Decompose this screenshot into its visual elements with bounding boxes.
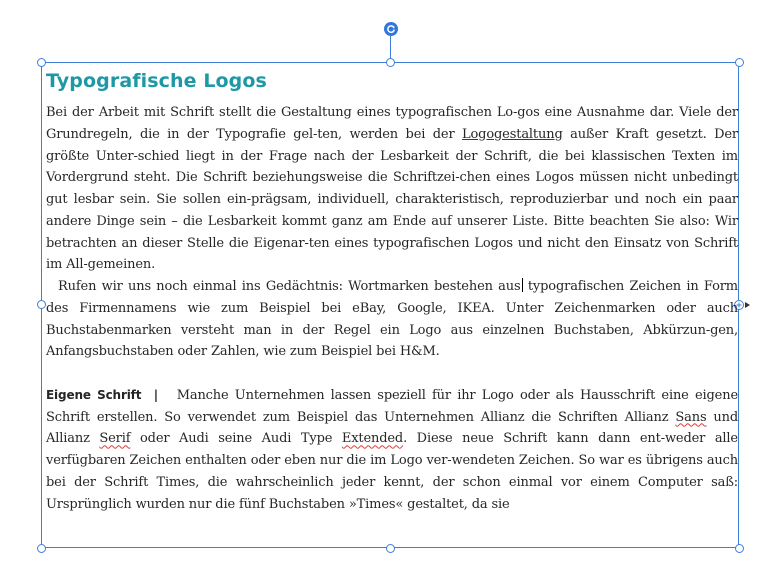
spellcheck-word-extended[interactable]: Extended	[341, 431, 404, 447]
resize-handle-middle-left[interactable]	[37, 300, 46, 309]
paragraph-1	[46, 102, 738, 276]
paragraph-spacer	[46, 363, 738, 385]
spellcheck-word-sans[interactable]: Sans	[675, 409, 707, 425]
rotate-handle-icon[interactable]	[384, 22, 398, 36]
paragraph-3-text-d: . Diese neue Schrift kann dann ent-weder alle verfügbaren Zeichen enthalten oder eben nur die im Logo ver-wendeten Zeichen. So war es übrigens auch bei der Schrift Times, die wahrscheinlich jeder kennt, der schon einmal vor einem Computer saß: Ursprünglich wurden nur die fünf Buchstaben »Times« gestaltet, da sie	[46, 431, 738, 512]
paragraph-3-text-a: Manche Unternehmen lassen speziell für ihr Logo oder als Hausschrift eine eigene Schrift erstellen. So verwendet zum Beispiel das Unternehmen Allianz die Schriften Allianz	[46, 387, 738, 425]
paragraph-3-text-b: und Allianz	[46, 409, 738, 447]
resize-handle-bottom-left[interactable]	[37, 544, 46, 553]
runin-heading: Eigene Schrift	[46, 387, 142, 402]
paragraph-2-text-a: Rufen wir uns noch einmal ins Gedächtnis: Wortmarken bestehen aus	[58, 279, 521, 294]
link-logogestaltung[interactable]: Logogestaltung	[462, 126, 563, 142]
paragraph-3	[46, 385, 738, 516]
resize-handle-bottom-right[interactable]	[735, 544, 744, 553]
paragraph-2	[46, 276, 738, 363]
resize-handle-bottom-center[interactable]	[386, 544, 395, 553]
runin-separator: |	[153, 387, 159, 402]
resize-handle-top-left[interactable]	[37, 58, 46, 67]
paragraph-2-text-b: typografischen Zeichen in Form des Firmennamens wie zum Beispiel bei eBay, Google, IKEA. Unter Zeichenmarken oder auch Buchstabenmarken versteht man in der Regel ein Logo aus einzelnen Buchstaben, Abkürzun-gen, Anfangsbuchstaben oder Zahlen, wie zum Beispiel bei H&M.	[46, 279, 738, 360]
paragraph-3-text-c: oder Audi seine Audi Type	[130, 431, 342, 447]
text-story[interactable]	[46, 66, 738, 515]
paragraph-1-text-b: außer Kraft gesetzt. Der größte Unter-schied liegt in der Frage nach der Lesbarkeit der Schrift, die bei klassischen Texten im Vordergrund steht. Die Schrift beziehungsweise die Schriftzei-chen eines Logos müssen nicht unbedingt gut lesbar sein. Sie sollen ein-prägsam, individuell, charakteristisch, reproduzierbar und noch ein paar andere Dinge sein – die Lesbarkeit kommt ganz am Ende auf unserer Liste. Bitte beachten Sie also: Wir betrachten an dieser Stelle die Eigenar-ten eines typografischen Logos und nicht den Einsatz von Schrift im All-gemeinen.	[46, 126, 738, 273]
paragraph-1-text-a: Bei der Arbeit mit Schrift stellt die Gestaltung eines typografischen Lo-gos eine Ausnahme dar. Viele der Grundregeln, die in der Typografie gel-ten, werden bei der	[46, 105, 738, 142]
heading: Typografische Logos	[46, 70, 267, 92]
spellcheck-word-serif[interactable]: Serif	[99, 431, 131, 447]
rotation-stem	[390, 36, 391, 58]
